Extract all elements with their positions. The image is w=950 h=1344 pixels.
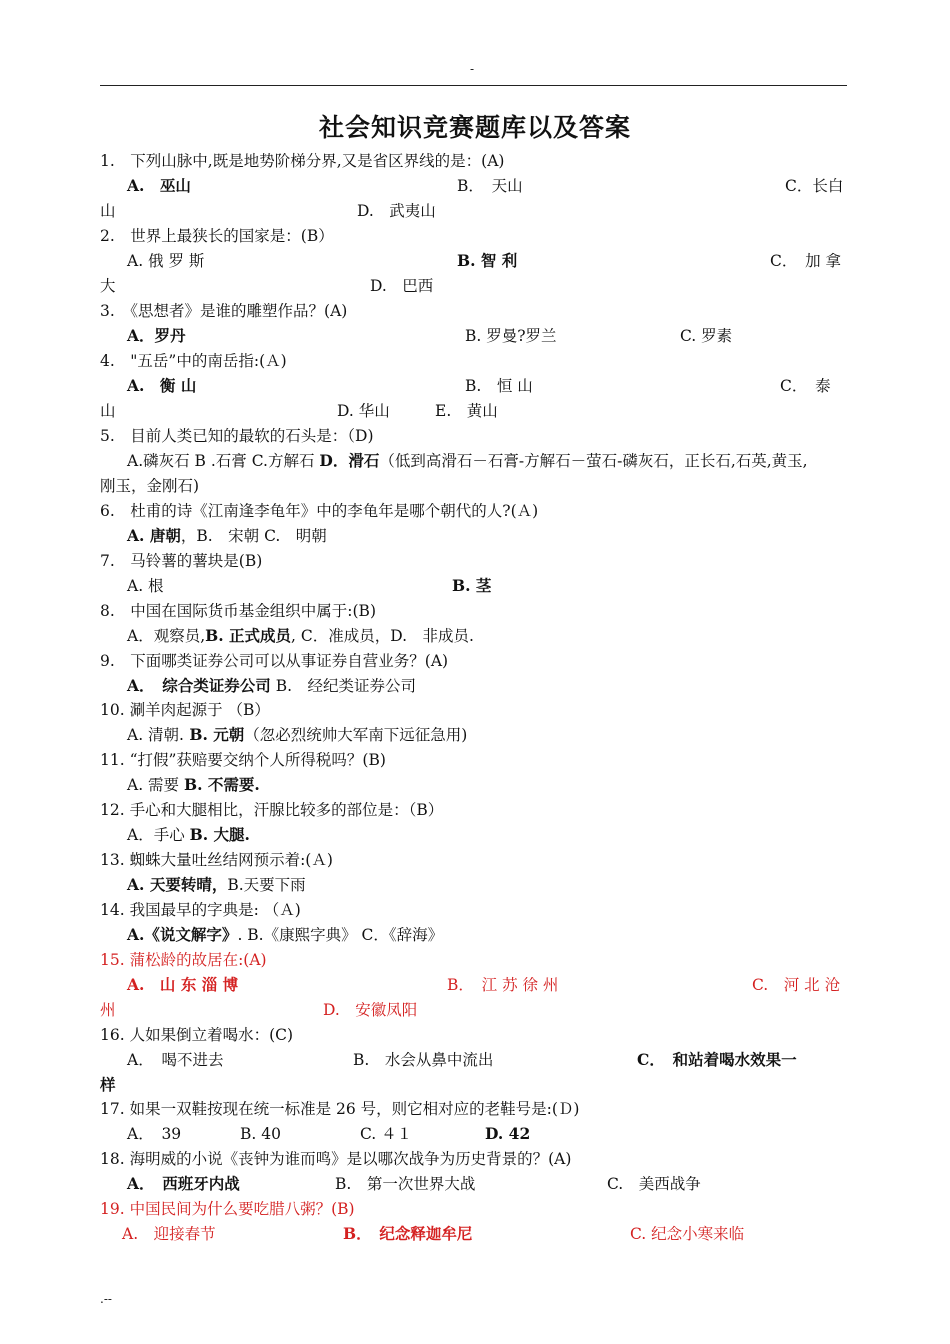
q19-option-c: C. 纪念小寒来临: [630, 1225, 745, 1243]
q1-option-a: A. 巫山: [127, 176, 191, 195]
q2-option-d: D. 巴西: [370, 277, 434, 295]
q18-option-b: B. 第一次世界大战: [335, 1175, 476, 1193]
q14-options-bc: . B.《康熙字典》 C．《辞海》: [237, 926, 444, 944]
q4-option-d: D. 华山: [337, 402, 390, 420]
document-title: 社会知识竞赛题库以及答案: [318, 113, 631, 142]
q17-option-d: D. 42: [485, 1124, 531, 1143]
q2-option-a: A. 俄 罗 斯: [127, 252, 205, 270]
q16-option-c: C． 和站着喝水效果一: [637, 1050, 797, 1069]
q10-option-a: A. 清朝.: [127, 726, 184, 744]
q16-option-b: B. 水会从鼻中流出: [353, 1051, 494, 1069]
footer-mark: .--: [100, 1292, 112, 1306]
q6-option-a: A. 唐朝: [127, 526, 181, 545]
q17-option-a: A． 39: [127, 1125, 182, 1143]
question-7: 7. 马铃薯的薯块是(B): [100, 552, 263, 570]
question-13: 13. 蜘蛛大量吐丝结网预示着:(Ａ): [100, 851, 333, 869]
q2-option-b: B. 智 利: [457, 251, 518, 270]
q13-option-b: B.天要下雨: [227, 876, 306, 894]
q19-option-b: B． 纪念释迦牟尼: [343, 1224, 473, 1243]
question-18: 18. 海明威的小说《丧钟为谁而鸣》是以哪次战争为历史背景的？(A): [100, 1150, 572, 1168]
q14-option-a: A.《说文解字》: [127, 925, 238, 944]
q18-option-c: C. 美西战争: [607, 1175, 701, 1193]
q7-option-a: A. 根: [127, 577, 164, 595]
question-10: 10. 涮羊肉起源于 （B）: [100, 701, 270, 719]
q1-option-d: D. 武夷山: [357, 202, 436, 220]
q15-option-d: D. 安徽凤阳: [323, 1001, 418, 1019]
q11-option-a: A. 需要: [127, 776, 184, 794]
q12-option-b: B. 大腿.: [189, 825, 250, 844]
question-15: 15. 蒲松龄的故居在:(A): [100, 951, 267, 969]
q5-explanation: （低到高滑石－石膏-方解石－萤石-磷灰石，正长石,石英,黄玉,: [379, 452, 808, 470]
q10-option-b: B. 元朝: [183, 725, 245, 744]
q3-option-a: A．罗丹: [127, 326, 186, 345]
q15-option-b: B． 江 苏 徐 州: [447, 976, 559, 994]
q5-options-abc: A.磷灰石 B .石膏 C.方解石: [127, 452, 320, 470]
q6-options-bc: ，B. 宋朝 C. 明朝: [180, 527, 327, 545]
question-17: 17. 如果一双鞋按现在统一标准是 26 号，则它相对应的老鞋号是:(Ｄ): [100, 1100, 580, 1118]
header-rule: [100, 85, 847, 86]
q5-explanation-cont: 刚玉，金刚石): [100, 477, 200, 495]
q17-option-b: B. 40: [240, 1125, 281, 1143]
question-1: 1. 下列山脉中,既是地势阶梯分界,又是省区界线的是：(A): [100, 152, 505, 170]
q3-option-c: C. 罗素: [680, 327, 733, 345]
question-19: 19. 中国民间为什么要吃腊八粥？(B): [100, 1200, 355, 1218]
q16-option-c-cont: 样: [100, 1075, 116, 1094]
question-11: 11. “打假”获赔要交纳个人所得税吗？(B): [100, 751, 386, 769]
q7-option-b: B. 茎: [452, 576, 492, 595]
question-16: 16. 人如果倒立着喝水：(C): [100, 1026, 294, 1044]
q9-option-b: B. 经纪类证券公司: [270, 677, 417, 695]
q8-option-a: A．观察员,: [127, 627, 206, 645]
q3-option-b: B. 罗曼?罗兰: [465, 327, 557, 345]
q12-options: [127, 825, 250, 845]
q18-option-a: A． 西班牙内战: [127, 1174, 240, 1193]
q15-option-c-cont: 州: [100, 1001, 116, 1019]
q2-option-c: C． 加 拿: [770, 252, 842, 270]
q15-option-c: C. 河 北 沧: [752, 976, 841, 994]
q9-options: [127, 676, 416, 696]
q5-option-d: D．滑石: [319, 451, 380, 470]
q1-option-c: C．长白: [785, 177, 844, 195]
question-14: 14. 我国最早的字典是: （Ａ): [100, 901, 301, 919]
q17-option-c: C. ４１: [360, 1125, 413, 1143]
question-6: 6. 杜甫的诗《江南逢李龟年》中的李龟年是哪个朝代的人?(Ａ): [100, 502, 539, 520]
question-2: 2. 世界上最狭长的国家是：(B）: [100, 227, 334, 245]
q4-option-e: E. 黄山: [435, 402, 498, 420]
q13-option-a: A. 天要转晴，: [127, 875, 228, 894]
q8-options: [127, 626, 474, 646]
q5-options: [127, 451, 808, 471]
q13-options: [127, 875, 306, 895]
q6-options: [127, 526, 327, 546]
q16-option-a: A． 喝不进去: [127, 1051, 224, 1069]
q4-option-b: B. 恒 山: [465, 377, 533, 395]
q10-explanation: （忽必烈统帅大军南下远征急用): [244, 726, 468, 744]
q10-options: [127, 725, 467, 745]
q4-option-c-cont: 山: [100, 402, 116, 420]
q15-option-a: A. 山 东 淄 博: [127, 975, 239, 994]
q1-option-b: B． 天山: [457, 177, 523, 195]
q1-option-c-cont: 山: [100, 202, 116, 220]
question-8: 8. 中国在国际货币基金组织中属于:(B): [100, 602, 376, 620]
question-4: 4. "五岳”中的南岳指:(Ａ): [100, 352, 287, 370]
q8-option-b: B. 正式成员: [205, 626, 292, 645]
q8-options-cd: , C．准成员，D. 非成员.: [291, 627, 474, 645]
q14-options: [127, 925, 443, 945]
q12-option-a: A．手心: [127, 826, 190, 844]
question-12: 12. 手心和大腿相比，汗腺比较多的部位是：（B）: [100, 801, 444, 819]
q2-option-c-cont: 大: [100, 277, 116, 295]
question-5: 5. 目前人类已知的最软的石头是：（D): [100, 427, 374, 445]
q19-option-a: A. 迎接春节: [122, 1225, 216, 1243]
question-3: 3. 《思想者》是谁的雕塑作品？(A): [100, 302, 348, 320]
q9-option-a: A． 综合类证券公司: [127, 676, 271, 695]
header-mark: -: [470, 62, 475, 76]
q11-option-b: B. 不需要.: [183, 775, 260, 794]
question-9: 9. 下面哪类证券公司可以从事证券自营业务？(A): [100, 652, 449, 670]
q4-option-c: C． 泰: [780, 377, 831, 395]
q11-options: [127, 775, 260, 795]
q4-option-a: A. 衡 山: [127, 376, 197, 395]
